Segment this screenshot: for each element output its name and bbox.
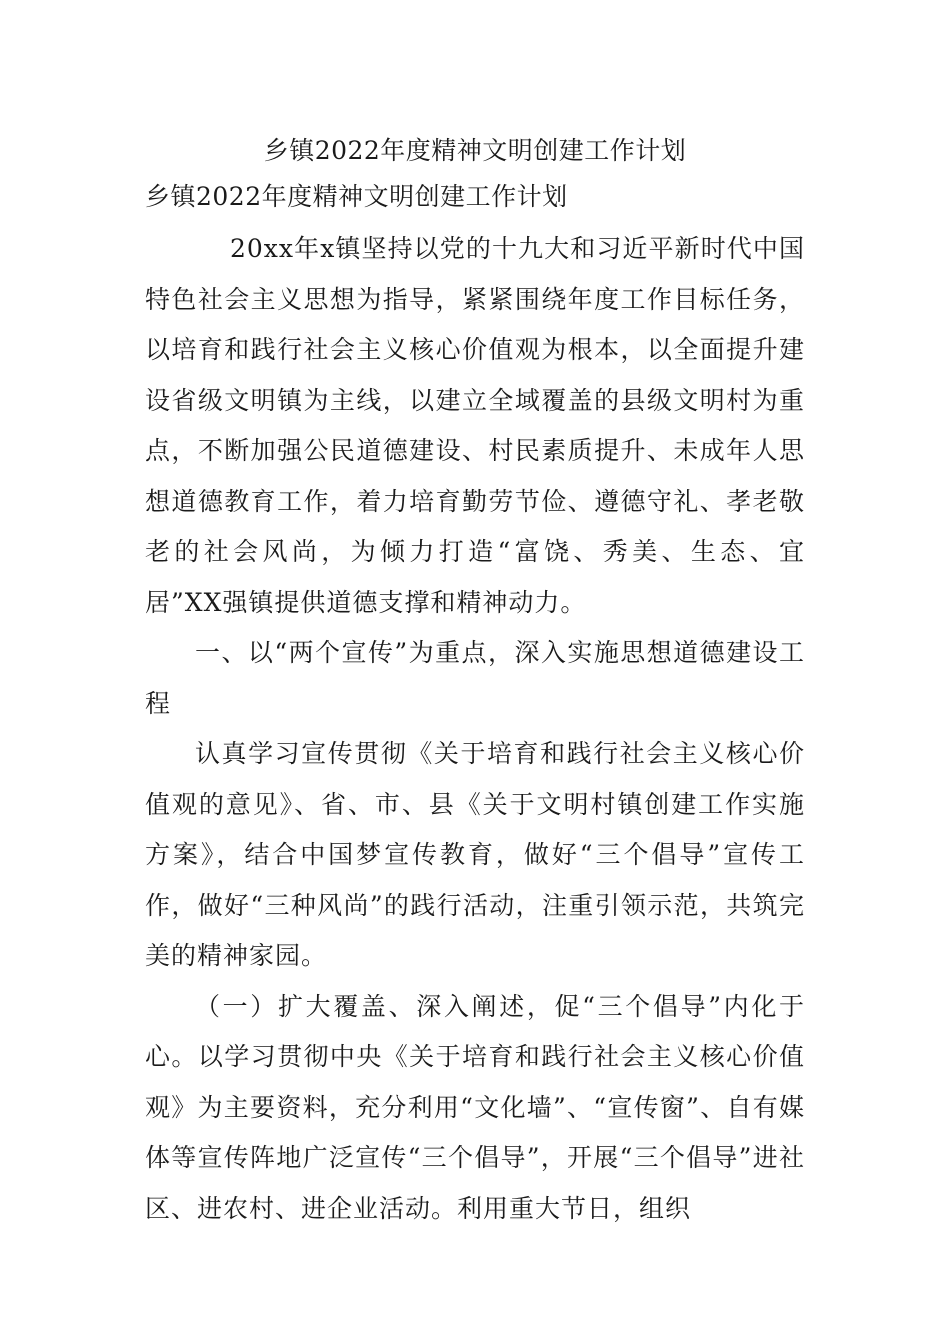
subsection-1-paragraph: （一）扩大覆盖、深入阐述，促“三个倡导”内化于心。以学习贯彻中央《关于培育和践行社会主义核心价值观》为主要资料，充分利用“文化墙”、“宣传窗”、自有媒体等宣传阵地广泛宣传“三个倡导”，开展“三个倡导”进社区、进农村、进企业活动。利用重大节日，组织 — [145, 991, 805, 1223]
section-heading-1: 一、以“两个宣传”为重点，深入实施思想道德建设工程 — [145, 638, 805, 718]
document-title: 乡镇2022年度精神文明创建工作计划 — [263, 136, 687, 165]
document-subtitle: 乡镇2022年度精神文明创建工作计划 — [145, 182, 568, 211]
document-body — [145, 128, 805, 1234]
intro-paragraph: 20xx年x镇坚持以党的十九大和习近平新时代中国特色社会主义思想为指导，紧紧围绕年度工作目标任务，以培育和践行社会主义核心价值观为根本，以全面提升建设省级文明镇为主线，以建立全域覆盖的县级文明村为重点，不断加强公民道德建设、村民素质提升、未成年人思想道德教育工作，着力培育勤劳节俭、遵德守礼、孝老敬老的社会风尚，为倾力打造“富饶、秀美、生态、宜居”XX强镇提供道德支撑和精神动力。 — [145, 234, 805, 617]
section-1-paragraph: 认真学习宣传贯彻《关于培育和践行社会主义核心价值观的意见》、省、市、县《关于文明村镇创建工作实施方案》，结合中国梦宣传教育，做好“三个倡导”宣传工作，做好“三种风尚”的践行活动，注重引领示范，共筑完美的精神家园。 — [145, 739, 805, 970]
